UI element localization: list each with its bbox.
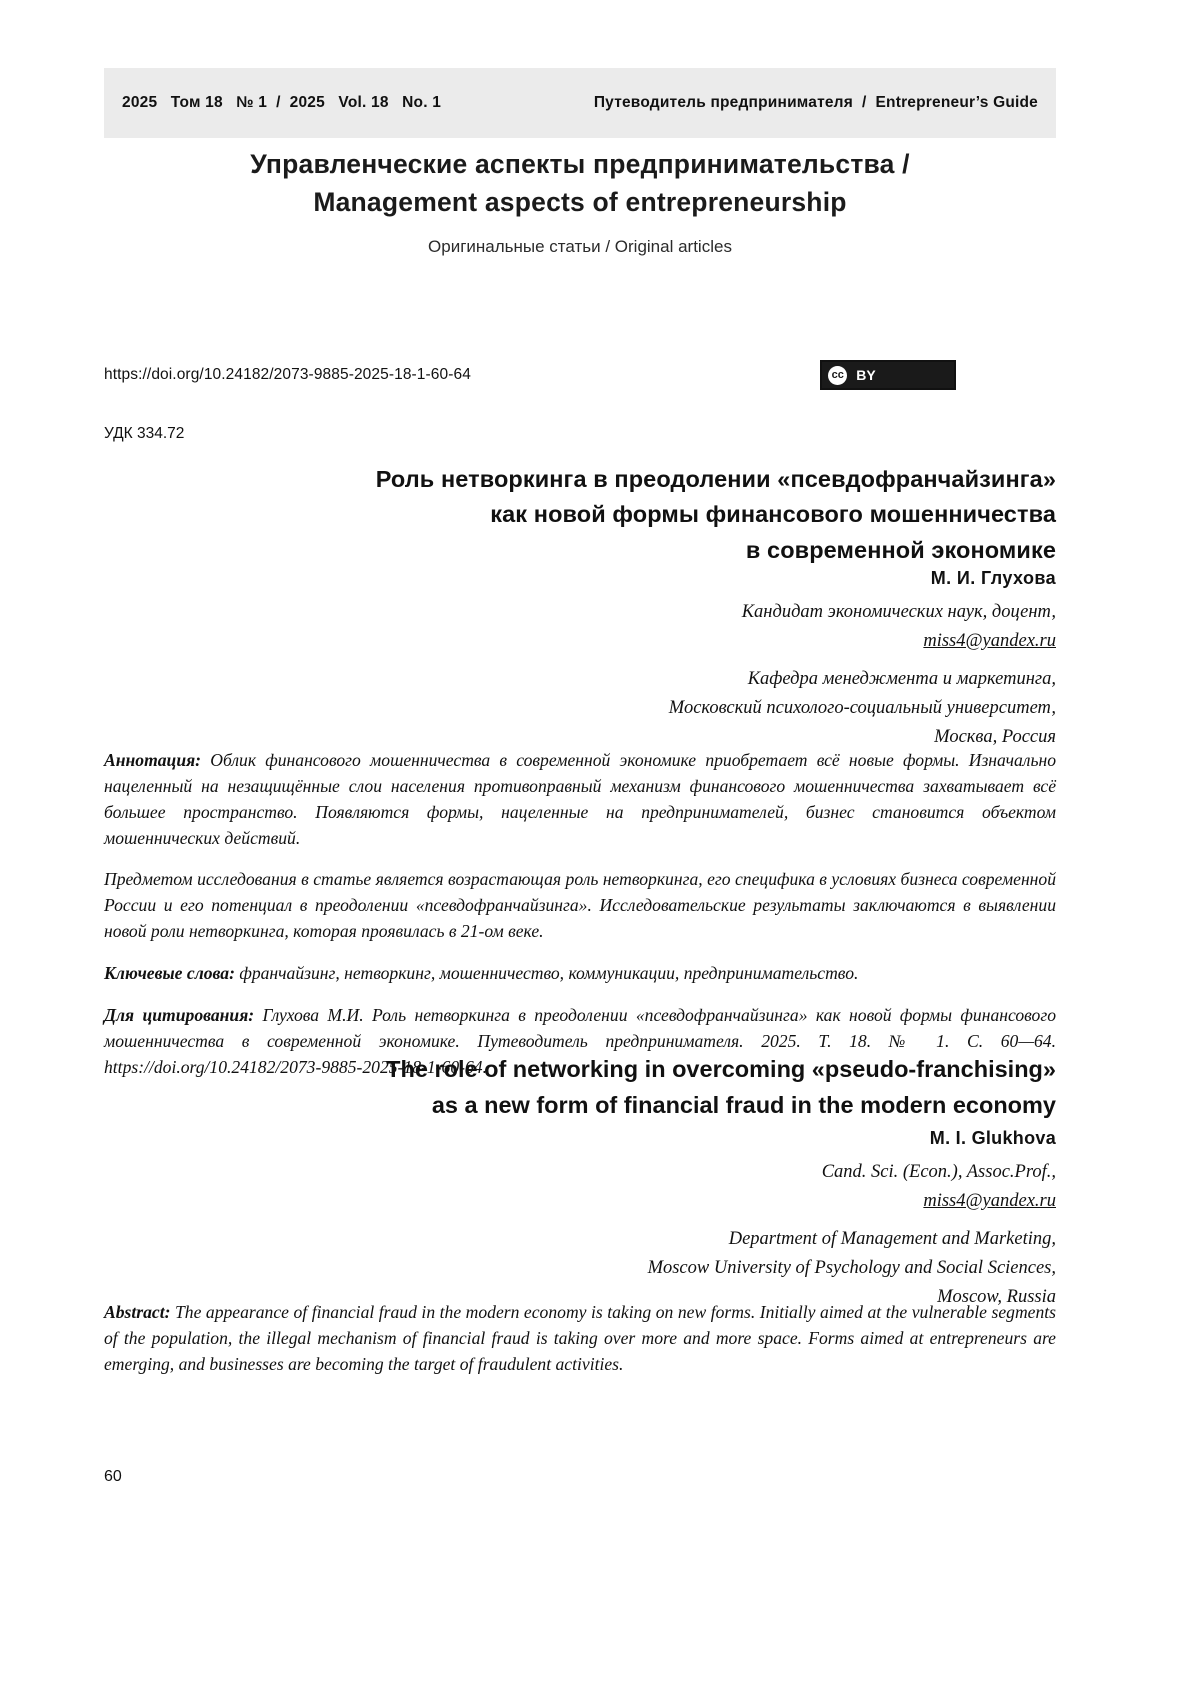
cc-badge-right-part — [882, 362, 954, 388]
section-heading — [104, 146, 1056, 257]
abstract-en — [104, 1300, 1056, 1378]
abstract-ru-paragraph-1 — [104, 748, 1056, 851]
author-affiliation-ru — [104, 598, 1056, 751]
citation-ru-text: Глухова М.И. Роль нетворкинга в преодолении «псевдофранчайзинга» как новой формы финансового мошенничества в современной экономике. Путеводитель предпринимателя. 2025. Т. 18. № 1. С. 60—64. https://doi.org/10.24182/2073-9885-2025-18-1-60-64. — [104, 1004, 1056, 1077]
author-degree-en: Cand. Sci. (Econ.), Assoc.Prof., — [821, 1162, 1056, 1182]
section-title-line-ru: Управленческие аспекты предпринимательства / — [250, 149, 910, 179]
cc-by-label: BY — [856, 367, 876, 383]
issue-info: 2025 Том 18 № 1 / 2025 Vol. 18 No. 1 — [122, 94, 442, 111]
author-name-en: M. I. Glukhova — [929, 1128, 1056, 1148]
author-affiliation-en — [104, 1158, 1056, 1311]
cc-badge-strip — [882, 362, 954, 388]
author-city-ru: Москва, Россия — [934, 726, 1056, 747]
abstract-en-paragraph — [104, 1300, 1056, 1378]
abstract-ru-label: Аннотация: — [104, 750, 202, 770]
page-number: 60 — [104, 1468, 122, 1485]
article-title-ru-line3: в современной экономике — [745, 536, 1056, 563]
creative-commons-badge[interactable] — [820, 360, 956, 390]
article-title-ru-line1: Роль нетворкинга в преодолении «псевдофранчайзинга» — [375, 466, 1056, 492]
running-head — [104, 68, 1056, 138]
abstract-en-label: Abstract: — [104, 1302, 171, 1322]
keywords-ru-text: франчайзинг, нетворкинг, мошенничество, коммуникации, предпринимательство. — [234, 963, 859, 984]
journal-name: Путеводитель предпринимателя / Entrepreneur’s Guide — [593, 94, 1038, 111]
abstract-ru-paragraph-2: Предметом исследования в статье является возрастающая роль нетворкинга, его специфика в условиях бизнеса современной России и его потенциал в преодолении «псевдофранчайзинга». Исследовательские результаты заключаются в выявлении новой роли нетворкинга, которая проявилась в 21-ом веке. — [104, 869, 1056, 942]
abstract-ru — [104, 748, 1056, 1096]
article-title-ru-line2: как новой формы финансового мошенничества — [490, 501, 1056, 528]
author-city-en: Moscow, Russia — [937, 1286, 1056, 1307]
author-degree-ru: Кандидат экономических наук, доцент, — [741, 602, 1056, 622]
article-title-en-line1: The role of networking in overcoming «pseudo-franchising» — [386, 1056, 1056, 1082]
abstract-en-text: The appearance of financial fraud in the modern economy is taking on new forms. Initially aimed at the vulnerable segments of the population, the illegal mechanism of financial fraud is taking over more and more space. Forms aimed at entrepreneurs are emerging, and businesses are becoming the target of fraudulent activities. — [104, 1302, 1056, 1374]
citation-ru-label: Для цитирования: — [104, 1004, 255, 1025]
affiliation-spacer-en — [104, 1215, 1056, 1225]
author-department-en: Department of Management and Marketing, — [728, 1229, 1056, 1250]
udc-code: УДК 334.72 — [104, 425, 185, 442]
section-title-line-en: Management aspects of entrepreneurship — [313, 186, 847, 217]
keywords-ru-label: Ключевые слова: — [104, 963, 235, 984]
cc-badge-dark-part — [822, 362, 882, 388]
section-title — [104, 146, 1056, 221]
article-title-en-line2: as a new form of financial fraud in the modern economy — [431, 1091, 1056, 1118]
author-name-ru: М. И. Глухова — [930, 568, 1056, 588]
author-university-en: Moscow University of Psychology and Social Sciences, — [647, 1258, 1056, 1279]
author-department-ru: Кафедра менеджмента и маркетинга, — [747, 669, 1056, 690]
article-title-en — [104, 1052, 1056, 1123]
author-university-ru: Московский психолого-социальный университет, — [668, 698, 1056, 719]
author-email-en[interactable]: miss4@yandex.ru — [923, 1190, 1056, 1211]
keywords-ru — [104, 961, 1056, 987]
doi-link[interactable]: https://doi.org/10.24182/2073-9885-2025-18-1-60-64 — [104, 366, 471, 383]
section-subtitle: Оригинальные статьи / Original articles — [428, 237, 732, 257]
author-email-ru[interactable]: miss4@yandex.ru — [923, 630, 1056, 651]
abstract-ru-text-1: Облик финансового мошенничества в современной экономике приобретает всё новые формы. Изначально нацеленный на незащищённые слои населения противоправный механизм финансового мошенничества захватывает всё большее пространство. Появляются формы, нацеленные на предпринимателей, бизнес становится объектом мошеннических действий. — [104, 750, 1056, 848]
article-title-ru — [104, 462, 1056, 568]
cc-icon: cc — [828, 366, 847, 385]
affiliation-spacer — [104, 655, 1056, 665]
